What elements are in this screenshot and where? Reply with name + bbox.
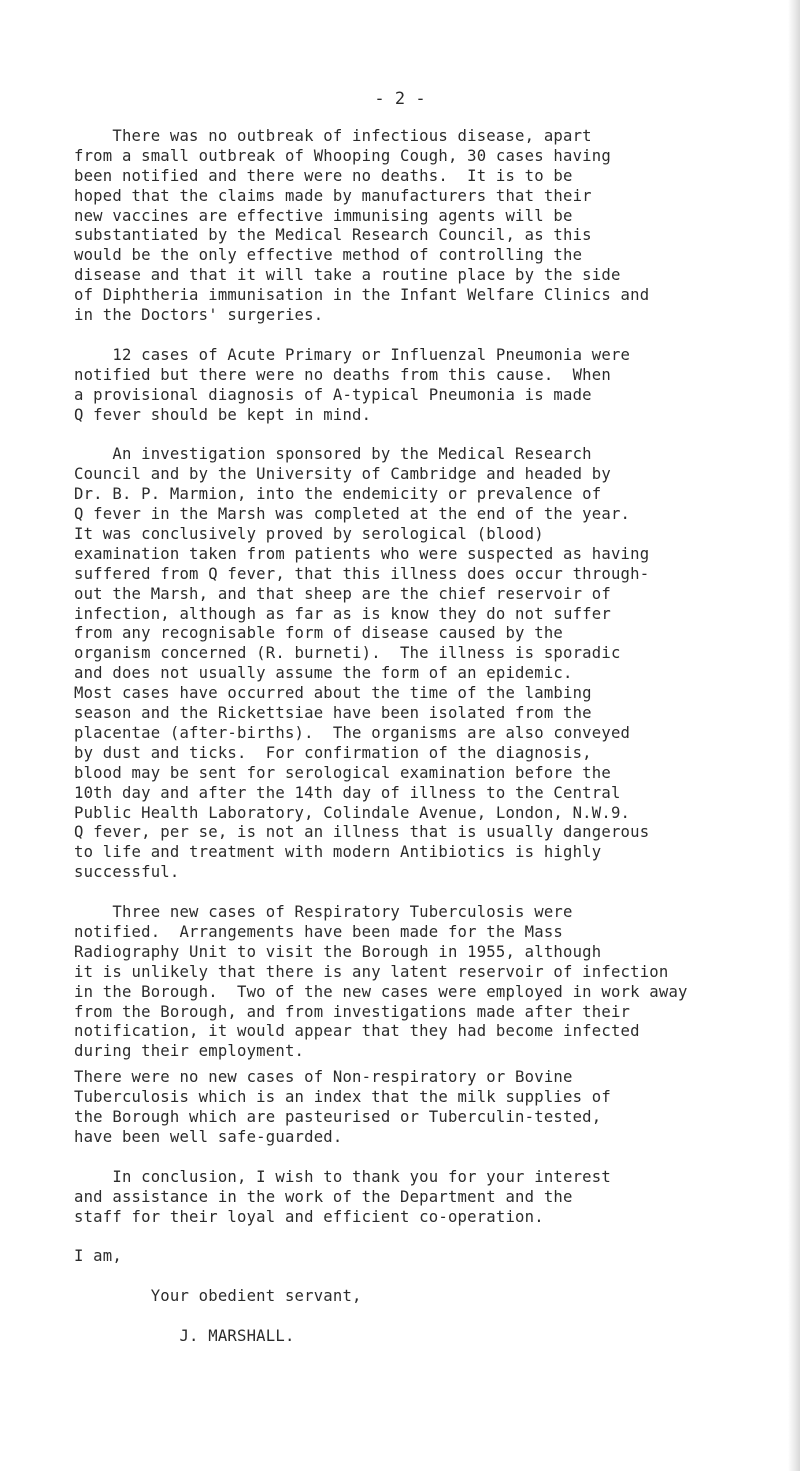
paragraph [74, 1168, 790, 1228]
paragraph [74, 903, 790, 1062]
text-line: It was conclusively proved by serological (blood) [74, 525, 544, 544]
text-line: from any recognisable form of disease caused by the [74, 624, 563, 643]
text-line: in the Borough. Two of the new cases were employed in work away [74, 982, 688, 1001]
text-line: examination taken from patients who were suspected as having [74, 544, 650, 563]
text-line: have been well safe-guarded. [74, 1127, 343, 1146]
text-line: Q fever in the Marsh was completed at the end of the year. [74, 505, 631, 524]
text-line: and assistance in the work of the Department and the [74, 1187, 573, 1206]
text-line: An investigation sponsored by the Medical Research [74, 445, 592, 464]
text-line: J. MARSHALL. [74, 1327, 295, 1346]
text-line: would be the only effective method of controlling the [74, 246, 583, 265]
text-line: notified but there were no deaths from this cause. When [74, 365, 611, 384]
text-line: disease and that it will take a routine place by the side [74, 266, 621, 285]
text-line: during their employment. [74, 1042, 305, 1061]
paragraph [74, 1068, 790, 1148]
text-line: 10th day and after the 14th day of illness to the Central [74, 783, 621, 802]
text-line: successful. [74, 863, 180, 882]
text-line: and does not usually assume the form of an epidemic. [74, 664, 573, 683]
text-line: suffered from Q fever, that this illness does occur through- [74, 564, 650, 583]
text-line: notification, it would appear that they had become infected [74, 1022, 640, 1041]
text-line: Most cases have occurred about the time of the lambing [74, 684, 592, 703]
text-line: I am, [74, 1247, 122, 1266]
text-line: Tuberculosis which is an index that the milk supplies of [74, 1088, 611, 1107]
text-line: notified. Arrangements have been made for the Mass [74, 922, 563, 941]
text-line: In conclusion, I wish to thank you for your interest [74, 1167, 611, 1186]
text-line: infection, although as far as is know they do not suffer [74, 604, 611, 623]
text-line: 12 cases of Acute Primary or Influenzal Pneumonia were [74, 345, 631, 364]
text-line: Radiography Unit to visit the Borough in 1955, although [74, 942, 602, 961]
text-line: from a small outbreak of Whooping Cough, 30 cases having [74, 146, 611, 165]
text-line: been notified and there were no deaths. It is to be [74, 166, 573, 185]
text-line: Q fever should be kept in mind. [74, 405, 372, 424]
text-line: blood may be sent for serological examination before the [74, 763, 611, 782]
text-line: to life and treatment with modern Antibiotics is highly [74, 843, 602, 862]
text-line: Council and by the University of Cambridge and headed by [74, 465, 611, 484]
text-line: of Diphtheria immunisation in the Infant Welfare Clinics and [74, 286, 650, 305]
paragraph [74, 1287, 790, 1307]
text-line: out the Marsh, and that sheep are the chief reservoir of [74, 584, 611, 603]
text-line: season and the Rickettsiae have been isolated from the [74, 704, 592, 723]
text-line: Dr. B. P. Marmion, into the endemicity or prevalence of [74, 485, 602, 504]
text-line: a provisional diagnosis of A-typical Pneumonia is made [74, 385, 592, 404]
text-line: Three new cases of Respiratory Tuberculosis were [74, 903, 573, 922]
text-line: by dust and ticks. For confirmation of the diagnosis, [74, 743, 592, 762]
paragraph [74, 1247, 790, 1267]
paragraph [74, 1327, 790, 1347]
text-line: There was no outbreak of infectious disease, apart [74, 127, 592, 145]
text-line: There were no new cases of Non-respiratory or Bovine [74, 1068, 573, 1087]
text-line: in the Doctors' surgeries. [74, 306, 324, 325]
text-line: it is unlikely that there is any latent reservoir of infection [74, 962, 669, 981]
report-body [74, 127, 790, 1347]
text-line: placentae (after-births). The organisms are also conveyed [74, 723, 631, 742]
text-line: substantiated by the Medical Research Council, as this [74, 226, 592, 245]
paragraph [74, 445, 790, 883]
text-line: staff for their loyal and efficient co-operation. [74, 1207, 544, 1226]
text-line: hoped that the claims made by manufacturers that their [74, 186, 592, 205]
text-line: from the Borough, and from investigations made after their [74, 1002, 631, 1021]
text-line: Public Health Laboratory, Colindale Avenue, London, N.W.9. [74, 803, 631, 822]
text-line: Q fever, per se, is not an illness that is usually dangerous [74, 823, 650, 842]
paragraph [74, 346, 790, 426]
text-line: organism concerned (R. burneti). The illness is sporadic [74, 644, 621, 663]
page-number: - 2 - [374, 89, 426, 109]
paragraph [74, 127, 790, 326]
text-line: Your obedient servant, [74, 1287, 362, 1306]
text-line: the Borough which are pasteurised or Tuberculin-tested, [74, 1107, 602, 1126]
text-line: new vaccines are effective immunising agents will be [74, 206, 573, 225]
